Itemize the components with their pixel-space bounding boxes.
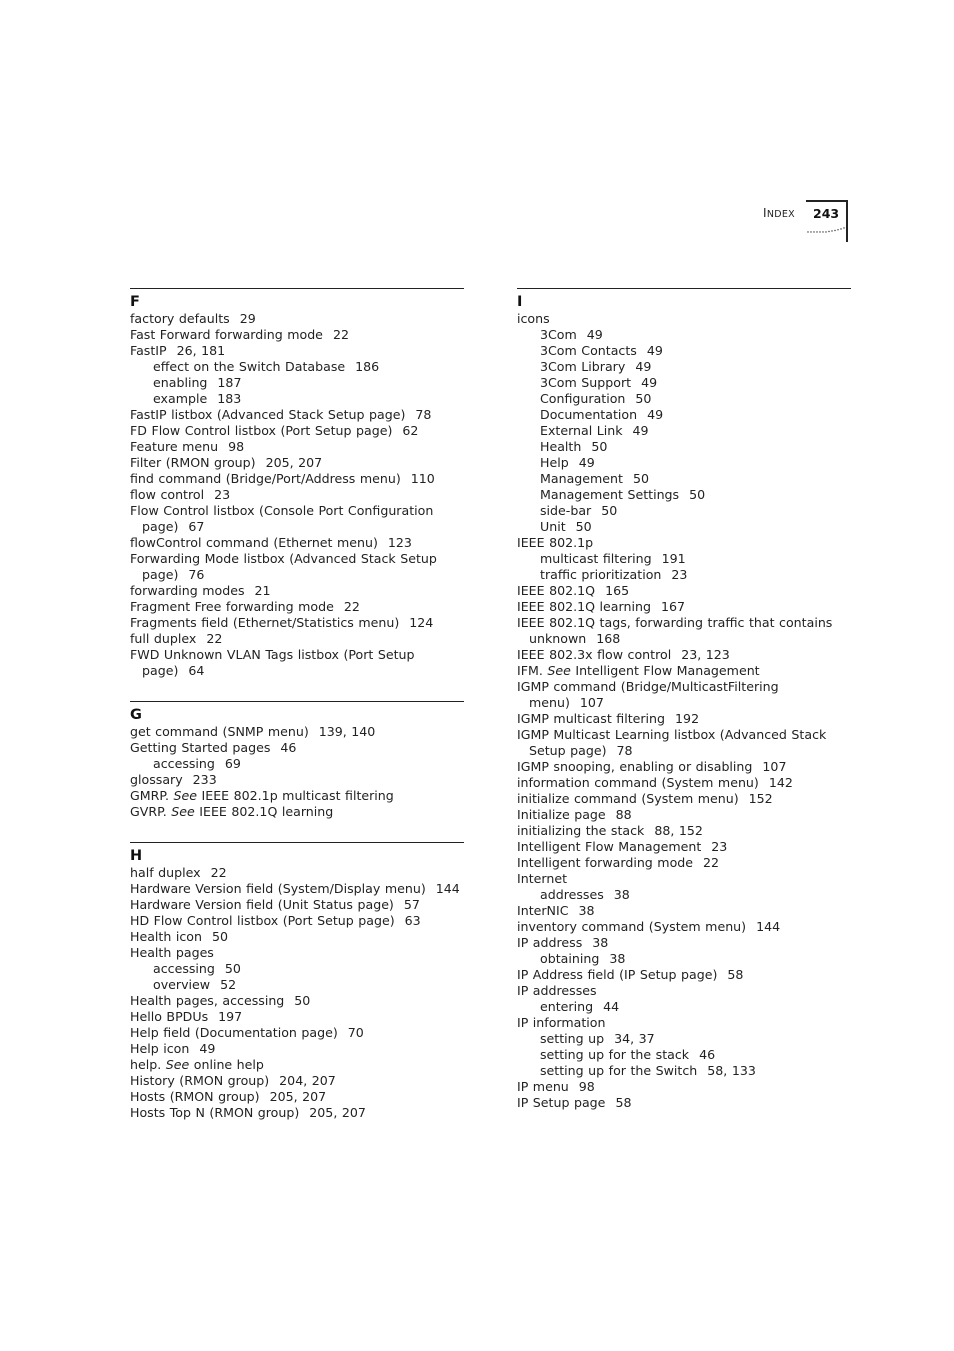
index-subentry bbox=[517, 439, 851, 455]
page-references: 62 bbox=[402, 423, 419, 438]
index-entry bbox=[130, 535, 464, 551]
entry-term: Fast Forward forwarding mode bbox=[130, 327, 323, 342]
page-references: 233 bbox=[192, 772, 217, 787]
page-references: 124 bbox=[409, 615, 434, 630]
section-letter: G bbox=[130, 707, 142, 723]
page-references: 98 bbox=[578, 1079, 595, 1094]
entry-term: IP Setup page bbox=[517, 1095, 606, 1110]
entry-term: multicast filtering bbox=[540, 551, 652, 566]
index-entry bbox=[130, 407, 464, 423]
entry-term: IEEE 802.3x flow control bbox=[517, 647, 672, 662]
page-references: 38 bbox=[578, 903, 595, 918]
page-references: 52 bbox=[220, 977, 237, 992]
index-entry bbox=[517, 311, 851, 327]
index-entry bbox=[130, 647, 464, 679]
page-references: 29 bbox=[239, 311, 256, 326]
entry-term: Initialize page bbox=[517, 807, 606, 822]
entry-term: effect on the Switch Database bbox=[153, 359, 346, 374]
index-subentry bbox=[517, 551, 851, 567]
entry-term: FD Flow Control listbox (Port Setup page) bbox=[130, 423, 393, 438]
page-references: 64 bbox=[188, 663, 205, 678]
page-references: 49 bbox=[646, 343, 663, 358]
entry-term: setting up for the stack bbox=[540, 1047, 690, 1062]
index-subentry bbox=[517, 391, 851, 407]
entry-term: Intelligent Flow Management bbox=[517, 839, 702, 854]
entry-term: Forwarding Mode listbox (Advanced Stack Setup page) bbox=[130, 551, 437, 582]
index-entry bbox=[517, 583, 851, 599]
page-references: 49 bbox=[632, 423, 649, 438]
entry-term: IFM. bbox=[517, 663, 543, 678]
entry-term: InterNIC bbox=[517, 903, 569, 918]
index-subentry bbox=[517, 951, 851, 967]
index-subentry bbox=[130, 359, 464, 375]
page-references: 50 bbox=[632, 471, 649, 486]
index-entry bbox=[517, 679, 851, 711]
entry-term: obtaining bbox=[540, 951, 600, 966]
page-references: 50 bbox=[601, 503, 618, 518]
index-subentry bbox=[517, 503, 851, 519]
page-references: 49 bbox=[578, 455, 595, 470]
index-entry bbox=[130, 865, 464, 881]
page-references: 183 bbox=[217, 391, 242, 406]
running-header bbox=[0, 196, 954, 246]
entry-term: find command (Bridge/Port/Address menu) bbox=[130, 471, 401, 486]
index-entry bbox=[517, 711, 851, 727]
index-entry bbox=[130, 945, 464, 961]
index-entry bbox=[130, 615, 464, 631]
page-references: 152 bbox=[748, 791, 773, 806]
entry-term: entering bbox=[540, 999, 594, 1014]
page-references: 38 bbox=[609, 951, 626, 966]
index-section-i bbox=[517, 288, 851, 1111]
entry-term: Documentation bbox=[540, 407, 638, 422]
entry-term: IEEE 802.1Q tags, forwarding traffic that contains unknown bbox=[517, 615, 833, 646]
index-section-g bbox=[130, 701, 464, 820]
entry-term: example bbox=[153, 391, 208, 406]
section-label bbox=[763, 206, 795, 220]
entry-term: half duplex bbox=[130, 865, 201, 880]
section-letter: I bbox=[517, 294, 523, 310]
index-entry bbox=[517, 983, 851, 999]
index-entry bbox=[517, 647, 851, 663]
index-entry bbox=[130, 423, 464, 439]
page-references: 110 bbox=[410, 471, 435, 486]
entry-term: accessing bbox=[153, 961, 215, 976]
page-references: 187 bbox=[217, 375, 242, 390]
left-index-column bbox=[130, 288, 464, 1143]
entry-term: Health pages bbox=[130, 945, 214, 960]
entry-term: IEEE 802.1p bbox=[517, 535, 594, 550]
page-references: 107 bbox=[579, 695, 604, 710]
entry-term: Hosts (RMON group) bbox=[130, 1089, 260, 1104]
entry-term: IP addresses bbox=[517, 983, 597, 998]
entry-term: FWD Unknown VLAN Tags listbox (Port Setup page) bbox=[130, 647, 415, 678]
entry-term: Intelligent forwarding mode bbox=[517, 855, 694, 870]
entry-term: information command (System menu) bbox=[517, 775, 759, 790]
page-references: 205, 207 bbox=[265, 455, 323, 470]
page-references: 197 bbox=[218, 1009, 243, 1024]
page-references: 88, 152 bbox=[654, 823, 703, 838]
entry-term: GMRP. bbox=[130, 788, 170, 803]
page-references: 50 bbox=[224, 961, 241, 976]
page-references: 23 bbox=[711, 839, 728, 854]
see-target: IEEE 802.1Q learning bbox=[199, 804, 334, 819]
entry-term: IGMP multicast filtering bbox=[517, 711, 666, 726]
index-entry bbox=[130, 1105, 464, 1121]
entry-term: accessing bbox=[153, 756, 215, 771]
index-entry bbox=[517, 935, 851, 951]
entry-term: forwarding modes bbox=[130, 583, 245, 598]
index-subentry bbox=[517, 423, 851, 439]
index-subentry bbox=[517, 407, 851, 423]
entry-term: Fragment Free forwarding mode bbox=[130, 599, 334, 614]
entry-term: flow control bbox=[130, 487, 205, 502]
index-entry bbox=[517, 615, 851, 647]
index-subentry bbox=[130, 375, 464, 391]
page-references: 107 bbox=[762, 759, 787, 774]
entry-term: Filter (RMON group) bbox=[130, 455, 256, 470]
index-entry bbox=[130, 471, 464, 487]
see-reference: See bbox=[173, 788, 198, 803]
entry-term: Flow Control listbox (Console Port Configuration page) bbox=[130, 503, 434, 534]
page-references: 144 bbox=[435, 881, 460, 896]
index-entry bbox=[517, 807, 851, 823]
page-references: 139, 140 bbox=[318, 724, 376, 739]
entry-term: Hello BPDUs bbox=[130, 1009, 209, 1024]
entry-term: IGMP command (Bridge/MulticastFiltering menu) bbox=[517, 679, 779, 710]
entry-term: help. bbox=[130, 1057, 162, 1072]
entry-term: 3Com Contacts bbox=[540, 343, 637, 358]
page-references: 168 bbox=[596, 631, 621, 646]
page-references: 50 bbox=[689, 487, 706, 502]
see-target: Intelligent Flow Management bbox=[575, 663, 760, 678]
entry-term: Unit bbox=[540, 519, 566, 534]
entry-term: Getting Started pages bbox=[130, 740, 271, 755]
page-references: 23 bbox=[671, 567, 688, 582]
index-entry bbox=[130, 599, 464, 615]
entry-term: enabling bbox=[153, 375, 208, 390]
page-references: 44 bbox=[603, 999, 620, 1014]
entry-term: Management Settings bbox=[540, 487, 680, 502]
entry-term: IEEE 802.1Q learning bbox=[517, 599, 651, 614]
index-subentry bbox=[517, 1047, 851, 1063]
page-references: 76 bbox=[188, 567, 205, 582]
index-entry bbox=[517, 663, 851, 679]
entry-term: IP information bbox=[517, 1015, 606, 1030]
index-entry bbox=[130, 740, 464, 756]
see-target: IEEE 802.1p multicast filtering bbox=[201, 788, 394, 803]
index-entry bbox=[130, 881, 464, 897]
index-subentry bbox=[517, 999, 851, 1015]
page-references: 23 bbox=[214, 487, 231, 502]
page-references: 58 bbox=[615, 1095, 632, 1110]
index-subentry bbox=[517, 887, 851, 903]
index-subentry bbox=[517, 567, 851, 583]
section-letter: H bbox=[130, 848, 143, 864]
index-subentry bbox=[130, 977, 464, 993]
entry-term: setting up bbox=[540, 1031, 605, 1046]
index-entry bbox=[130, 1041, 464, 1057]
entry-term: side-bar bbox=[540, 503, 592, 518]
entry-term: Help field (Documentation page) bbox=[130, 1025, 338, 1040]
index-entry bbox=[130, 583, 464, 599]
entry-term: Help icon bbox=[130, 1041, 190, 1056]
entry-term: addresses bbox=[540, 887, 604, 902]
index-entry bbox=[130, 897, 464, 913]
index-entry bbox=[517, 839, 851, 855]
index-entry bbox=[517, 903, 851, 919]
entry-term: inventory command (System menu) bbox=[517, 919, 747, 934]
entry-term: HD Flow Control listbox (Port Setup page) bbox=[130, 913, 395, 928]
index-entry bbox=[517, 775, 851, 791]
page-references: 165 bbox=[605, 583, 630, 598]
page-references: 21 bbox=[254, 583, 271, 598]
page-references: 191 bbox=[661, 551, 686, 566]
index-entry bbox=[130, 772, 464, 788]
index-subentry bbox=[517, 343, 851, 359]
page-references: 67 bbox=[188, 519, 205, 534]
page-references: 34, 37 bbox=[614, 1031, 655, 1046]
entry-term: Health pages, accessing bbox=[130, 993, 285, 1008]
index-entry bbox=[130, 455, 464, 471]
index-entry bbox=[517, 759, 851, 775]
page-references: 49 bbox=[199, 1041, 216, 1056]
index-entry bbox=[130, 1009, 464, 1025]
index-subentry bbox=[517, 519, 851, 535]
index-entry bbox=[130, 724, 464, 740]
index-entry bbox=[130, 993, 464, 1009]
entry-term: Configuration bbox=[540, 391, 626, 406]
index-subentry bbox=[130, 391, 464, 407]
entry-term: Internet bbox=[517, 871, 568, 886]
entry-term: IGMP snooping, enabling or disabling bbox=[517, 759, 753, 774]
page-references: 205, 207 bbox=[309, 1105, 366, 1120]
index-entry bbox=[517, 967, 851, 983]
entry-term: GVRP. bbox=[130, 804, 167, 819]
page-references: 49 bbox=[586, 327, 603, 342]
page-references: 49 bbox=[647, 407, 664, 422]
index-subentry bbox=[517, 327, 851, 343]
index-entry bbox=[517, 919, 851, 935]
entry-term: IP menu bbox=[517, 1079, 569, 1094]
index-entry bbox=[130, 631, 464, 647]
page-number: 243 bbox=[813, 206, 840, 221]
page-references: 78 bbox=[415, 407, 432, 422]
entry-term: IGMP Multicast Learning listbox (Advanced Stack Setup page) bbox=[517, 727, 827, 758]
see-reference: See bbox=[165, 1057, 190, 1072]
index-entry bbox=[517, 1015, 851, 1031]
right-index-column bbox=[517, 288, 851, 1133]
section-label-text: INDEX bbox=[763, 206, 795, 220]
entry-term: Hardware Version field (Unit Status page) bbox=[130, 897, 394, 912]
index-subentry bbox=[130, 961, 464, 977]
entry-term: full duplex bbox=[130, 631, 197, 646]
entry-term: get command (SNMP menu) bbox=[130, 724, 309, 739]
entry-term: FastIP bbox=[130, 343, 167, 358]
entry-term: Help bbox=[540, 455, 569, 470]
entry-term: Health icon bbox=[130, 929, 202, 944]
page-references: 70 bbox=[347, 1025, 364, 1040]
section-letter: F bbox=[130, 294, 140, 310]
page-references: 192 bbox=[675, 711, 700, 726]
index-entry bbox=[130, 788, 464, 804]
see-reference: See bbox=[547, 663, 571, 678]
entry-term: History (RMON group) bbox=[130, 1073, 270, 1088]
entry-term: factory defaults bbox=[130, 311, 230, 326]
page-references: 78 bbox=[616, 743, 633, 758]
see-target: online help bbox=[193, 1057, 264, 1072]
index-entry bbox=[517, 1095, 851, 1111]
page-references: 50 bbox=[211, 929, 228, 944]
index-entry bbox=[517, 871, 851, 887]
index-subentry bbox=[517, 487, 851, 503]
entry-term: glossary bbox=[130, 772, 183, 787]
page-references: 58, 133 bbox=[707, 1063, 756, 1078]
entry-term: IP Address field (IP Setup page) bbox=[517, 967, 718, 982]
entry-term: overview bbox=[153, 977, 211, 992]
page-references: 186 bbox=[355, 359, 380, 374]
entry-term: 3Com bbox=[540, 327, 577, 342]
page-references: 167 bbox=[660, 599, 685, 614]
entry-term: Hardware Version field (System/Display menu) bbox=[130, 881, 426, 896]
index-entry bbox=[517, 727, 851, 759]
index-entry bbox=[130, 503, 464, 535]
entry-term: traffic prioritization bbox=[540, 567, 662, 582]
index-entry bbox=[130, 1073, 464, 1089]
page-references: 22 bbox=[206, 631, 223, 646]
entry-term: icons bbox=[517, 311, 550, 326]
page-references: 38 bbox=[592, 935, 609, 950]
page-references: 22 bbox=[703, 855, 720, 870]
page-references: 50 bbox=[294, 993, 311, 1008]
entry-term: initialize command (System menu) bbox=[517, 791, 739, 806]
dotted-rule-ornament bbox=[807, 226, 847, 236]
page-references: 57 bbox=[403, 897, 420, 912]
index-subentry bbox=[517, 375, 851, 391]
see-reference: See bbox=[171, 804, 195, 819]
entry-term: Management bbox=[540, 471, 623, 486]
page-references: 204, 207 bbox=[279, 1073, 336, 1088]
index-entry bbox=[130, 1057, 464, 1073]
page-references: 205, 207 bbox=[269, 1089, 327, 1104]
page-references: 22 bbox=[210, 865, 227, 880]
entry-term: 3Com Library bbox=[540, 359, 626, 374]
entry-term: Fragments field (Ethernet/Statistics menu) bbox=[130, 615, 400, 630]
index-entry bbox=[130, 343, 464, 359]
entry-term: setting up for the Switch bbox=[540, 1063, 698, 1078]
entry-term: FastIP listbox (Advanced Stack Setup page) bbox=[130, 407, 406, 422]
entry-term: Feature menu bbox=[130, 439, 219, 454]
index-entry bbox=[130, 1089, 464, 1105]
index-section-f bbox=[130, 288, 464, 679]
page-references: 88 bbox=[615, 807, 632, 822]
page-references: 50 bbox=[591, 439, 608, 454]
index-entry bbox=[517, 599, 851, 615]
page-references: 142 bbox=[768, 775, 793, 790]
entry-term: External Link bbox=[540, 423, 623, 438]
index-entry bbox=[130, 913, 464, 929]
entry-term: flowControl command (Ethernet menu) bbox=[130, 535, 378, 550]
entry-term: IP address bbox=[517, 935, 583, 950]
page-references: 98 bbox=[228, 439, 245, 454]
index-subentry bbox=[517, 471, 851, 487]
page-references: 46 bbox=[699, 1047, 716, 1062]
entry-term: IEEE 802.1Q bbox=[517, 583, 596, 598]
page-references: 22 bbox=[343, 599, 360, 614]
index-entry bbox=[517, 1079, 851, 1095]
index-entry bbox=[130, 311, 464, 327]
index-entry bbox=[130, 929, 464, 945]
index-entry bbox=[517, 535, 851, 551]
entry-term: initializing the stack bbox=[517, 823, 645, 838]
page-references: 23, 123 bbox=[681, 647, 730, 662]
entry-term: 3Com Support bbox=[540, 375, 632, 390]
entry-term: Health bbox=[540, 439, 582, 454]
index-entry bbox=[130, 804, 464, 820]
page-references: 58 bbox=[727, 967, 744, 982]
index-subentry bbox=[130, 756, 464, 772]
page-references: 63 bbox=[404, 913, 421, 928]
page-references: 69 bbox=[224, 756, 241, 771]
index-subentry bbox=[517, 359, 851, 375]
page-references: 49 bbox=[635, 359, 652, 374]
index-subentry bbox=[517, 455, 851, 471]
page-references: 50 bbox=[635, 391, 652, 406]
index-subentry bbox=[517, 1063, 851, 1079]
index-section-h bbox=[130, 842, 464, 1121]
index-entry bbox=[130, 487, 464, 503]
entry-term: Hosts Top N (RMON group) bbox=[130, 1105, 300, 1120]
page-references: 22 bbox=[332, 327, 349, 342]
index-entry bbox=[130, 439, 464, 455]
index-entry bbox=[130, 327, 464, 343]
index-entry bbox=[517, 791, 851, 807]
index-entry bbox=[130, 551, 464, 583]
index-entry bbox=[517, 855, 851, 871]
index-entry bbox=[130, 1025, 464, 1041]
index-subentry bbox=[517, 1031, 851, 1047]
page-references: 50 bbox=[575, 519, 592, 534]
page-references: 46 bbox=[280, 740, 297, 755]
page-references: 26, 181 bbox=[176, 343, 226, 358]
page-references: 123 bbox=[387, 535, 412, 550]
page-references: 144 bbox=[756, 919, 781, 934]
page-references: 49 bbox=[641, 375, 658, 390]
page-references: 38 bbox=[613, 887, 630, 902]
index-entry bbox=[517, 823, 851, 839]
